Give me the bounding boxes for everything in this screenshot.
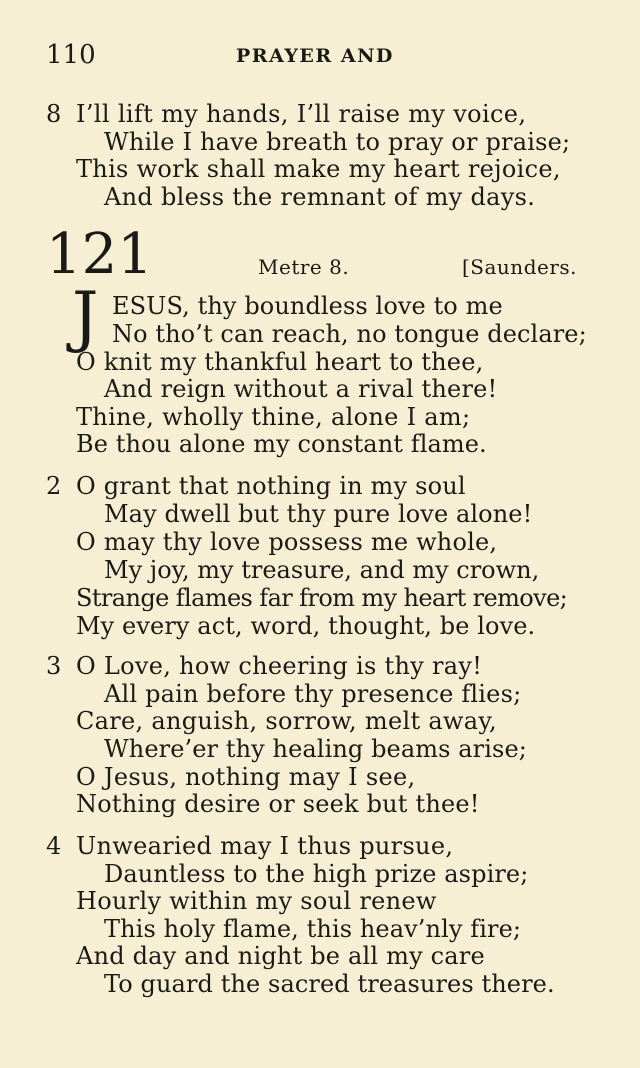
page-number: 110 — [46, 40, 96, 70]
verse-line: Nothing desire or seek but thee! — [76, 790, 480, 818]
hymn-number: 121 — [46, 222, 153, 287]
hymn-metre: Metre 8. — [258, 255, 350, 279]
verse-line: My joy, my treasure, and my crown, — [104, 556, 540, 584]
verse-line: Be thou alone my constant flame. — [76, 430, 487, 458]
verse-line: O Jesus, nothing may I see, — [76, 763, 416, 791]
verse-line: And reign without a rival there! — [104, 375, 498, 403]
verse-line: Care, anguish, sorrow, melt away, — [76, 707, 497, 735]
verse-line: My every act, word, thought, be love. — [76, 612, 536, 640]
verse-line: This holy flame, this heav’nly fire; — [104, 915, 522, 943]
verse-line: Strange flames far from my heart remove; — [76, 584, 568, 612]
verse-line: Unwearied may I thus pursue, — [76, 832, 454, 860]
page-header — [46, 40, 566, 70]
verse-line: O knit my thankful heart to thee, — [76, 348, 484, 376]
verse-number: 4 — [46, 832, 62, 860]
verse-line: All pain before thy presence flies; — [104, 680, 522, 708]
verse-number: 2 — [46, 472, 62, 500]
verse-line: While I have breath to pray or praise; — [104, 128, 571, 156]
verse-line: Where’er thy healing beams arise; — [104, 735, 527, 763]
verse-line: ESUS, thy boundless love to me — [112, 292, 503, 320]
verse-line: O may thy love possess me whole, — [76, 528, 498, 556]
verse-line: And day and night be all my care — [76, 942, 485, 970]
verse-line: I’ll lift my hands, I’ll raise my voice, — [76, 100, 527, 128]
verse-line: Hourly within my soul renew — [76, 887, 437, 915]
verse-line: May dwell but thy pure love alone! — [104, 500, 533, 528]
verse-line: No tho’t can reach, no tongue declare; — [112, 320, 587, 348]
hymn-tune: [Saunders. — [462, 255, 578, 279]
verse-line: This work shall make my heart rejoice, — [76, 155, 561, 183]
verse-line: O grant that nothing in my soul — [76, 472, 466, 500]
running-title: PRAYER AND — [236, 45, 394, 67]
verse-line: And bless the remnant of my days. — [104, 183, 536, 211]
verse-line: To guard the sacred treasures there. — [104, 970, 555, 998]
drop-cap-letter: J — [72, 278, 99, 355]
verse-line: Thine, wholly thine, alone I am; — [76, 403, 471, 431]
verse-number: 3 — [46, 652, 62, 680]
verse-line: Dauntless to the high prize aspire; — [104, 860, 529, 888]
verse-number: 8 — [46, 100, 62, 128]
verse-line: O Love, how cheering is thy ray! — [76, 652, 483, 680]
